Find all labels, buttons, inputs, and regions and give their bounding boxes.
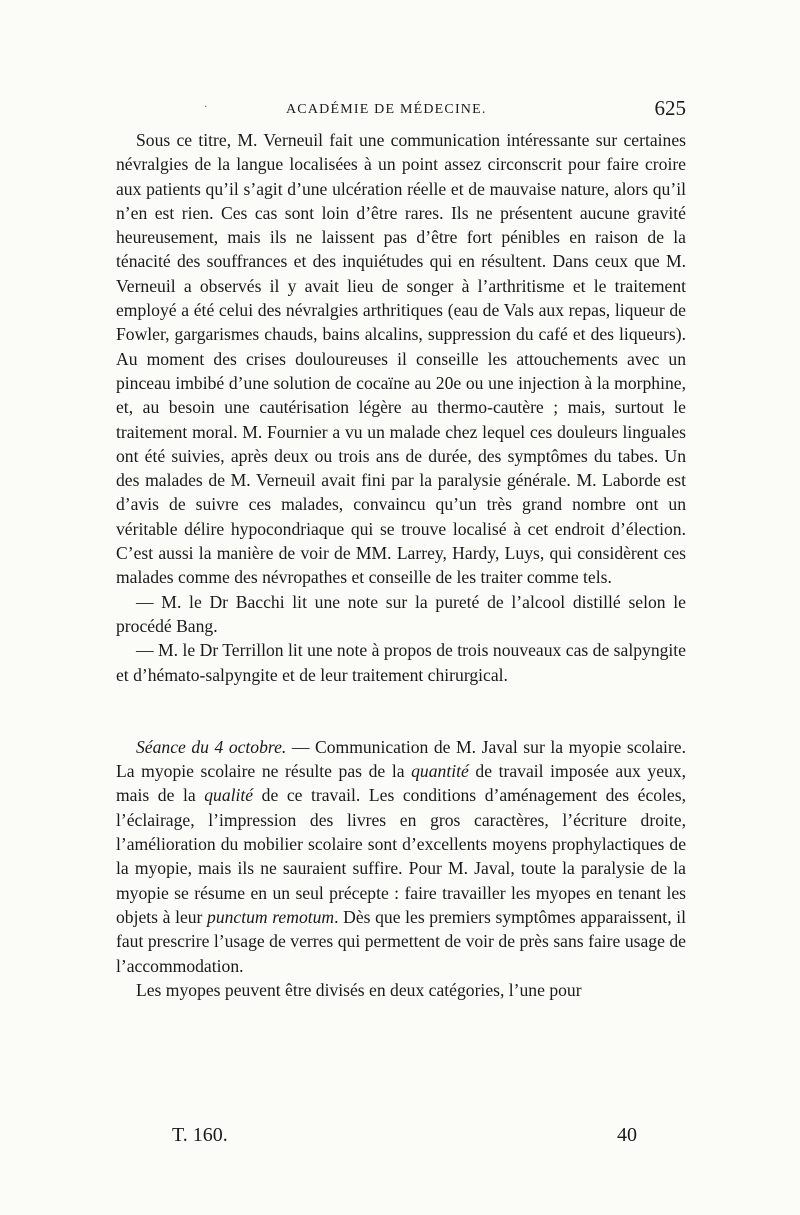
paragraph-terrillon: — M. le Dr Terrillon lit une note à propos de trois nouveaux cas de salpyngite et d’hémato-salpyngite et de leur traitement chirurgical. [116,640,686,685]
section-gap [116,687,686,735]
paragraph-seance [116,735,686,978]
seance-text-3: de ce travail. Les conditions d’aménagement des écoles, l’éclairage, l’impression des livres en gros caractères, l’écriture droite, l’amélioration du mobilier scolaire sont d’excellents moyens prophylactiques de la myopie, mais ils ne sauraient suffire. Pour M. Javal, toute la paralysie de la myopie se résume en un seul précepte : faire travailler les myopes en tenant les objets à leur [116,785,686,927]
seance-text-2: de travail imposée aux yeux, mais de la [116,761,686,806]
body-text [116,128,686,1002]
running-title: ACADÉMIE DE MÉDECINE. [286,102,487,117]
seance-heading: Séance du 4 octobre. [136,736,287,757]
page-header [116,96,686,126]
volume-mark: T. 160. [172,1124,228,1146]
seance-text-1: — Communication de M. Javal sur la myopie scolaire. La myopie scolaire ne résulte pas de la [116,736,686,782]
paragraph-myopes: Les myopes peuvent être divisés en deux catégories, l’une pour [136,979,582,1000]
paragraph-bacchi: — M. le Dr Bacchi lit une note sur la pureté de l’alcool distillé selon le procédé Bang. [116,591,686,636]
print-dot: · [204,102,208,113]
signature-line [116,1124,686,1154]
emphasis-quantite: quantité [411,761,469,782]
page-number: 625 [654,96,686,120]
seance-text-4: . Dès que les premiers symptômes apparaissent, il faut prescrire l’usage de verres qui permettent de voir de près sans faire usage de l’accommodation. [116,906,686,976]
paragraph-verneuil: Sous ce titre, M. Verneuil fait une communication intéressante sur certaines névralgies de la langue localisées à un point assez circonscrit pour faire croire aux patients qu’il s’agit d’une ulcération réelle et de mauvaise nature, alors qu’il n’en est rien. Ces cas sont loin d’être rares. Ils ne présentent aucune gravité heureusement, mais ils ne laissent pas d’être fort pénibles en raison de la ténacité des souffrances et des inquiétudes qui en résultent. Dans ceux que M. Verneuil a observés il y avait lieu de songer à l’arthritisme et le traitement employé a été celui des névralgies arthritiques (eau de Vals aux repas, liqueur de Fowler, gargarismes chauds, bains alcalins, suppression du café et des liqueurs). Au moment des crises douloureuses il conseille les attouchements avec un pinceau imbibé d’une solution de cocaïne au 20e ou une injection à la morphine, et, au besoin une cautérisation légère au thermo-cautère ; mais, surtout le traitement moral. M. Fournier a vu un malade chez lequel ces douleurs linguales ont été suivies, après deux ou trois ans de durée, des symptômes du tabes. Un des malades de M. Verneuil avait fini par la paralysie générale. M. Laborde est d’avis de suivre ces malades, convaincu qu’un très grand nombre ont un véritable délire hypocondriaque qui se trouve localisé à cet endroit d’élection. C’est aussi la manière de voir de MM. Larrey, Hardy, Luys, qui considèrent ces malades comme des névropathes et conseille de les traiter comme tels. [116,130,686,588]
sheet-number: 40 [617,1124,637,1146]
emphasis-punctum-remotum: punctum remotum [207,906,335,927]
emphasis-qualite: qualité [204,785,254,806]
